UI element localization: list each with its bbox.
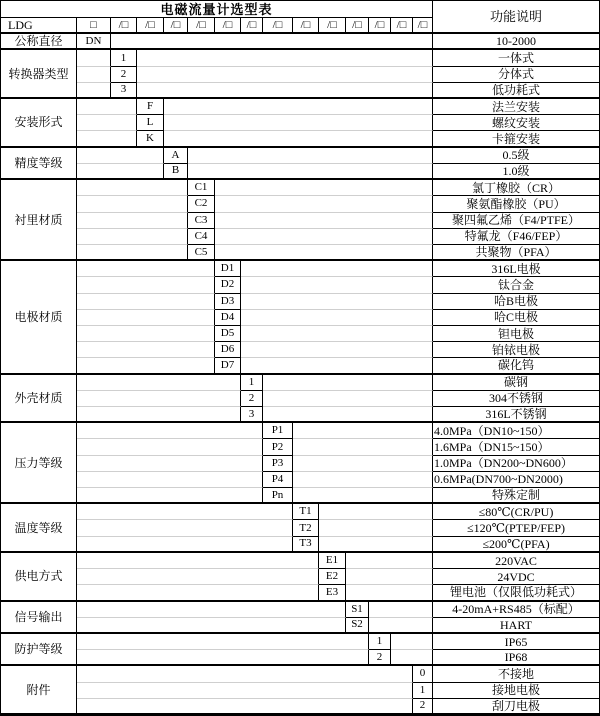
spacer-right bbox=[188, 164, 433, 180]
code-cell: L bbox=[137, 115, 164, 131]
spacer-left bbox=[77, 131, 137, 147]
spacer-right bbox=[215, 245, 433, 261]
code-cell: 3 bbox=[111, 83, 137, 99]
model-slot: /□ bbox=[111, 18, 137, 34]
code-cell: 0 bbox=[413, 666, 433, 682]
desc-cell: 聚四氟乙烯（F4/PTFE） bbox=[433, 213, 599, 229]
code-cell: D1 bbox=[215, 261, 241, 277]
desc-cell: 哈C电极 bbox=[433, 310, 599, 326]
spacer-right bbox=[241, 358, 433, 374]
desc-cell: 220VAC bbox=[433, 553, 599, 569]
section-label: 温度等级 bbox=[1, 504, 77, 553]
spacer-right bbox=[241, 310, 433, 326]
spacer-right bbox=[391, 650, 433, 666]
desc-cell: 1.0MPa（DN200~DN600） bbox=[433, 456, 599, 472]
model-slot: /□ bbox=[164, 18, 188, 34]
section-label: 转换器类型 bbox=[1, 50, 77, 99]
spacer-right bbox=[293, 456, 433, 472]
code-cell: 2 bbox=[413, 699, 433, 715]
section-label: 外壳材质 bbox=[1, 375, 77, 424]
code-cell: 3 bbox=[241, 407, 263, 423]
spacer-left bbox=[77, 666, 413, 682]
spacer-left bbox=[77, 196, 188, 212]
model-prefix: LDG bbox=[1, 18, 77, 34]
desc-cell: 接地电极 bbox=[433, 683, 599, 699]
section-label: 安装形式 bbox=[1, 99, 77, 148]
section-label: 信号输出 bbox=[1, 602, 77, 634]
desc-cell: ≤200℃(PFA) bbox=[433, 537, 599, 553]
model-slot: /□ bbox=[369, 18, 391, 34]
spacer-right bbox=[319, 537, 433, 553]
spacer-right bbox=[293, 472, 433, 488]
spacer-right bbox=[293, 439, 433, 455]
spacer-right bbox=[319, 520, 433, 536]
spacer-right bbox=[241, 326, 433, 342]
section-label: 衬里材质 bbox=[1, 180, 77, 261]
spacer-left bbox=[77, 650, 369, 666]
spacer-right bbox=[241, 342, 433, 358]
spacer-left bbox=[77, 439, 263, 455]
spacer-right bbox=[293, 423, 433, 439]
model-slot: /□ bbox=[346, 18, 369, 34]
desc-cell: 304不锈钢 bbox=[433, 391, 599, 407]
spacer-left bbox=[77, 585, 319, 601]
code-cell: T3 bbox=[293, 537, 319, 553]
model-first-box: □ bbox=[77, 18, 111, 34]
code-cell: 1 bbox=[241, 375, 263, 391]
spacer-left bbox=[77, 520, 293, 536]
code-cell: K bbox=[137, 131, 164, 147]
model-slot: /□ bbox=[215, 18, 241, 34]
desc-cell: 4.0MPa（DN10~150） bbox=[433, 423, 599, 439]
spacer-left bbox=[77, 488, 263, 504]
desc-cell: IP65 bbox=[433, 634, 599, 650]
desc-cell: 分体式 bbox=[433, 67, 599, 83]
spacer-left bbox=[77, 553, 319, 569]
spacer-right bbox=[263, 391, 433, 407]
desc-cell: 316L不锈钢 bbox=[433, 407, 599, 423]
spacer-left bbox=[77, 634, 369, 650]
spacer-left bbox=[77, 50, 111, 66]
spacer-left bbox=[77, 342, 215, 358]
model-slot: /□ bbox=[263, 18, 293, 34]
spacer-left bbox=[77, 229, 188, 245]
code-cell: 1 bbox=[413, 683, 433, 699]
desc-cell: 1.6MPa（DN15~150） bbox=[433, 439, 599, 455]
code-cell: D2 bbox=[215, 277, 241, 293]
model-slot: /□ bbox=[319, 18, 346, 34]
spacer-left bbox=[77, 277, 215, 293]
code-cell: P1 bbox=[263, 423, 293, 439]
desc-cell: 10-2000 bbox=[433, 34, 599, 50]
spacer-left bbox=[77, 456, 263, 472]
spacer-left bbox=[77, 537, 293, 553]
desc-cell: 4-20mA+RS485（标配） bbox=[433, 602, 599, 618]
code-cell: C3 bbox=[188, 213, 215, 229]
desc-cell: 螺纹安装 bbox=[433, 115, 599, 131]
spacer-left bbox=[77, 326, 215, 342]
spacer-left bbox=[77, 602, 346, 618]
spacer-right bbox=[293, 488, 433, 504]
desc-cell: 卡箍安装 bbox=[433, 131, 599, 147]
desc-cell: 0.6MPa(DN700~DN2000) bbox=[433, 472, 599, 488]
desc-cell: 法兰安装 bbox=[433, 99, 599, 115]
spacer-left bbox=[77, 67, 111, 83]
spacer-left bbox=[77, 618, 346, 634]
desc-cell: 共聚物（PFA） bbox=[433, 245, 599, 261]
section-label: 附件 bbox=[1, 666, 77, 715]
spacer-right bbox=[241, 294, 433, 310]
model-slot: /□ bbox=[391, 18, 413, 34]
desc-cell: 钽电极 bbox=[433, 326, 599, 342]
spacer-left bbox=[77, 569, 319, 585]
desc-cell: 钛合金 bbox=[433, 277, 599, 293]
desc-cell: 不接地 bbox=[433, 666, 599, 682]
spacer-right bbox=[215, 196, 433, 212]
spacer-left bbox=[77, 164, 164, 180]
desc-cell: 哈B电极 bbox=[433, 294, 599, 310]
spacer-right bbox=[188, 148, 433, 164]
table-title: 电磁流量计选型表 bbox=[1, 1, 433, 18]
desc-cell: 特殊定制 bbox=[433, 488, 599, 504]
code-cell: P4 bbox=[263, 472, 293, 488]
code-cell: C2 bbox=[188, 196, 215, 212]
model-slot: /□ bbox=[241, 18, 263, 34]
code-cell: C5 bbox=[188, 245, 215, 261]
code-cell: Pn bbox=[263, 488, 293, 504]
spacer-left bbox=[77, 407, 241, 423]
spacer-right bbox=[346, 553, 433, 569]
spacer-left bbox=[77, 358, 215, 374]
spacer-right bbox=[215, 180, 433, 196]
spacer-left bbox=[77, 683, 413, 699]
function-desc-header: 功能说明 bbox=[433, 1, 599, 34]
spacer-right bbox=[369, 602, 433, 618]
model-slot: /□ bbox=[137, 18, 164, 34]
spacer-right bbox=[215, 229, 433, 245]
section-label: 供电方式 bbox=[1, 553, 77, 602]
code-cell: 1 bbox=[111, 50, 137, 66]
code-cell: S2 bbox=[346, 618, 369, 634]
code-cell: 1 bbox=[369, 634, 391, 650]
spacer-left bbox=[77, 99, 137, 115]
spacer-right bbox=[263, 375, 433, 391]
desc-cell: ≤120℃(PTEP/FEP) bbox=[433, 520, 599, 536]
desc-cell: ≤80℃(CR/PU) bbox=[433, 504, 599, 520]
spacer-right bbox=[369, 618, 433, 634]
section-label: 公称直径 bbox=[1, 34, 77, 50]
code-cell: D5 bbox=[215, 326, 241, 342]
spacer-right bbox=[111, 34, 433, 50]
spacer-left bbox=[77, 472, 263, 488]
desc-cell: 碳化钨 bbox=[433, 358, 599, 374]
code-cell: D3 bbox=[215, 294, 241, 310]
spacer-right bbox=[164, 99, 433, 115]
desc-cell: 0.5级 bbox=[433, 148, 599, 164]
section-label: 压力等级 bbox=[1, 423, 77, 504]
spacer-right bbox=[137, 83, 433, 99]
desc-cell: 24VDC bbox=[433, 569, 599, 585]
spacer-right bbox=[215, 213, 433, 229]
desc-cell: 低功耗式 bbox=[433, 83, 599, 99]
code-cell: D7 bbox=[215, 358, 241, 374]
spacer-left bbox=[77, 180, 188, 196]
code-cell: T1 bbox=[293, 504, 319, 520]
spacer-left bbox=[77, 310, 215, 326]
spacer-right bbox=[241, 261, 433, 277]
spacer-left bbox=[77, 245, 188, 261]
code-cell: A bbox=[164, 148, 188, 164]
code-cell: 2 bbox=[369, 650, 391, 666]
spacer-left bbox=[77, 375, 241, 391]
code-cell: D4 bbox=[215, 310, 241, 326]
desc-cell: 聚氨酯橡胶（PU） bbox=[433, 196, 599, 212]
spacer-right bbox=[137, 50, 433, 66]
desc-cell: 铂铱电极 bbox=[433, 342, 599, 358]
desc-cell: 特氟龙（F46/FEP） bbox=[433, 229, 599, 245]
code-cell: B bbox=[164, 164, 188, 180]
desc-cell: 锂电池（仅限低功耗式） bbox=[433, 585, 599, 601]
desc-cell: 碳钢 bbox=[433, 375, 599, 391]
code-cell: T2 bbox=[293, 520, 319, 536]
spacer-left bbox=[77, 261, 215, 277]
code-cell: F bbox=[137, 99, 164, 115]
section-label: 精度等级 bbox=[1, 148, 77, 180]
spacer-left bbox=[77, 423, 263, 439]
code-cell: P2 bbox=[263, 439, 293, 455]
spacer-right bbox=[241, 277, 433, 293]
spacer-right bbox=[137, 67, 433, 83]
section-label: 防护等级 bbox=[1, 634, 77, 666]
code-cell: S1 bbox=[346, 602, 369, 618]
spacer-left bbox=[77, 504, 293, 520]
spacer-left bbox=[77, 391, 241, 407]
desc-cell: 氯丁橡胶（CR） bbox=[433, 180, 599, 196]
code-cell: E2 bbox=[319, 569, 346, 585]
desc-cell: 一体式 bbox=[433, 50, 599, 66]
spacer-left bbox=[77, 294, 215, 310]
model-slot: /□ bbox=[413, 18, 433, 34]
desc-cell: 1.0级 bbox=[433, 164, 599, 180]
code-cell: C1 bbox=[188, 180, 215, 196]
spacer-right bbox=[319, 504, 433, 520]
code-cell: 2 bbox=[241, 391, 263, 407]
desc-cell: IP68 bbox=[433, 650, 599, 666]
code-cell: P3 bbox=[263, 456, 293, 472]
model-slot: /□ bbox=[293, 18, 319, 34]
code-cell: D6 bbox=[215, 342, 241, 358]
desc-cell: 刮刀电极 bbox=[433, 699, 599, 715]
spacer-left bbox=[77, 83, 111, 99]
code-cell: 2 bbox=[111, 67, 137, 83]
spacer-right bbox=[164, 131, 433, 147]
spacer-right bbox=[263, 407, 433, 423]
code-cell: DN bbox=[77, 34, 111, 50]
code-cell: C4 bbox=[188, 229, 215, 245]
code-cell: E1 bbox=[319, 553, 346, 569]
section-label: 电极材质 bbox=[1, 261, 77, 374]
spacer-left bbox=[77, 213, 188, 229]
spacer-left bbox=[77, 148, 164, 164]
spacer-left bbox=[77, 115, 137, 131]
spacer-left bbox=[77, 699, 413, 715]
desc-cell: 316L电极 bbox=[433, 261, 599, 277]
desc-cell: HART bbox=[433, 618, 599, 634]
spacer-right bbox=[164, 115, 433, 131]
spacer-right bbox=[346, 585, 433, 601]
model-slot: /□ bbox=[188, 18, 215, 34]
code-cell: E3 bbox=[319, 585, 346, 601]
spacer-right bbox=[346, 569, 433, 585]
spacer-right bbox=[391, 634, 433, 650]
